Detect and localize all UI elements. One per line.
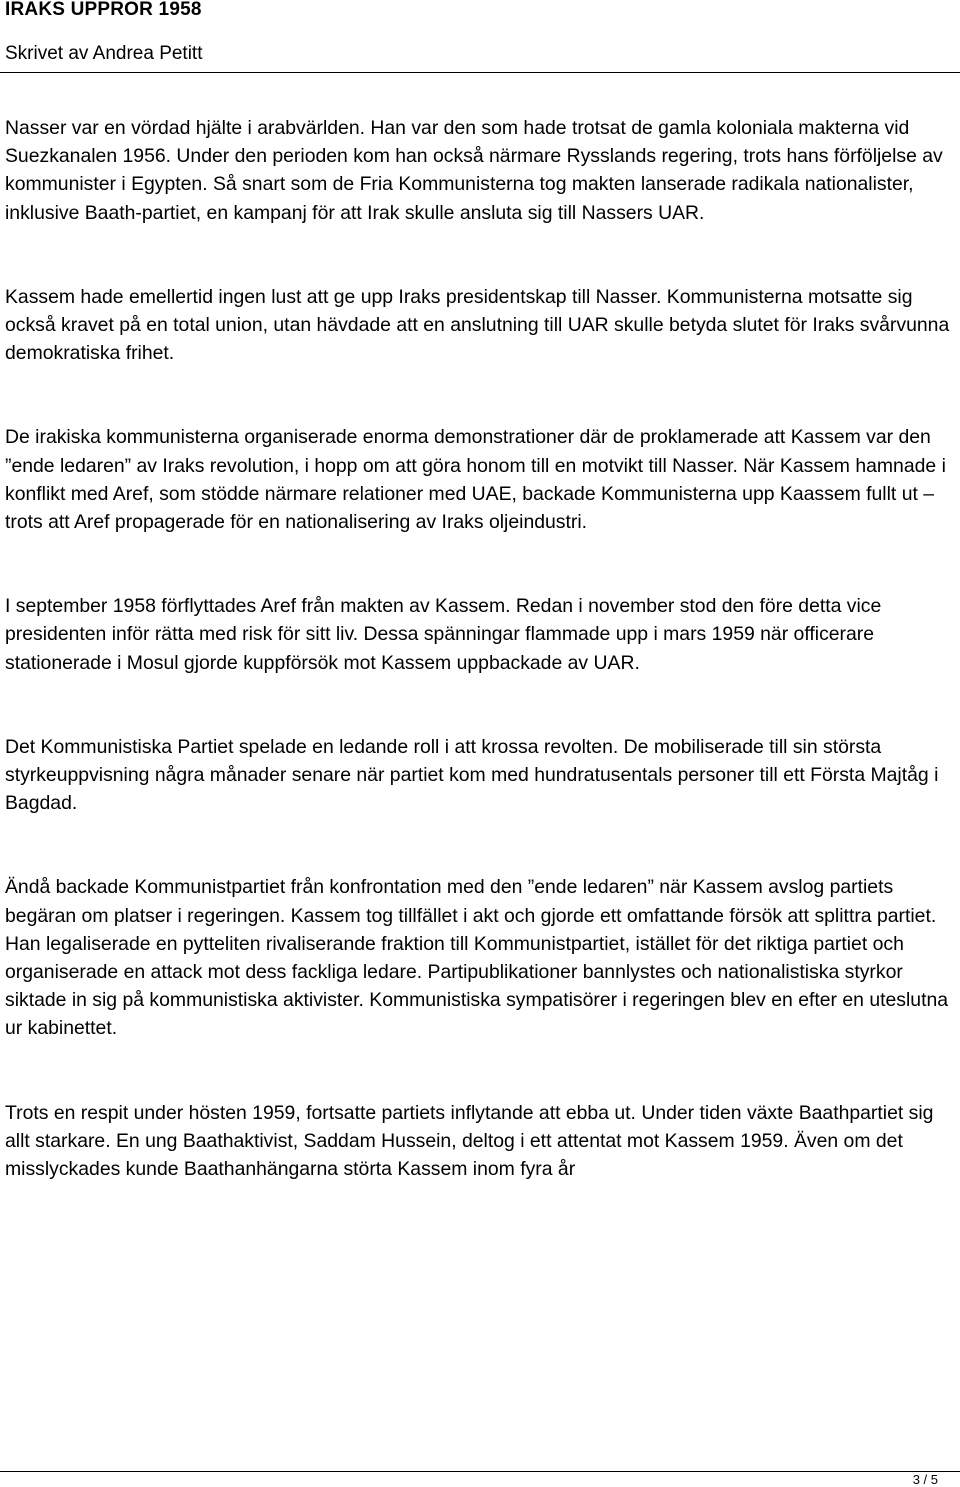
document-title: IRAKS UPPROR 1958 [5,0,202,20]
article-body [5,114,957,1183]
paragraph: I september 1958 förflyttades Aref från makten av Kassem. Redan i november stod den före detta vice presidenten inför rätta med risk för sitt liv. Dessa spänningar flammade upp i mars 1959 när officerare stationerade i Mosul gjorde kuppförsök mot Kassem uppbackade av UAR. [5,595,882,674]
page-number: 3 / 5 [912,1472,938,1487]
paragraph: Nasser var en vördad hjälte i arabvärlden. Han var den som hade trotsat de gamla koloniala makterna vid Suezkanalen 1956. Under den perioden kom han också närmare Rysslands regering, trots hans förföljelse av kommunister i Egypten. Så snart som de Fria Kommunisterna tog makten lanserade radikala nationalister, inklusive Baath-partiet, en kampanj för att Irak skulle ansluta sig till Nassers UAR. [5,117,943,224]
paragraph: Det Kommunistiska Partiet spelade en ledande roll i att krossa revolten. De mobiliserade till sin största styrkeuppvisning några månader senare när partiet kom med hundratusentals personer till ett Första Majtåg i Bagdad. [5,735,939,815]
paragraph: Ändå backade Kommunistpartiet från konfrontation med den ”ende ledaren” när Kassem avslog partiets begäran om platser i regeringen. Kassem tog tillfället i akt och gjorde ett omfattande försök att splittra partiet. Han legaliserade en pytteliten rivaliserande fraktion till Kommunistpartiet, istället för det riktiga partiet och organiserade en attack mot dess fackliga ledare. Partipublikationer bannlystes och nationalistiska styrkor siktade in sig på kommunistiska aktivister. Kommunistiska sympatisörer i regeringen blev en efter en uteslutna ur kabinettet. [5,876,949,1040]
page-header [0,0,960,73]
author-byline: Skrivet av Andrea Petitt [5,43,203,64]
paragraph: Trots en respit under hösten 1959, fortsatte partiets inflytande att ebba ut. Under tiden växte Baathpartiet sig allt starkare. En ung Baathaktivist, Saddam Hussein, deltog i ett attentat mot Kassem 1959. Även om det misslyckades kunde Baathanhängarna störta Kassem inom fyra år [5,1101,934,1181]
paragraph: De irakiska kommunisterna organiserade enorma demonstrationer där de proklamerade att Kassem var den ”ende ledaren” av Iraks revolution, i hopp om att göra honom till en motvikt till Nasser. När Kassem hamnade i konflikt med Aref, som stödde närmare relationer med UAE, backade Kommunisterna upp Kaassem fullt ut – trots att Aref propagerade för en nationalisering av Iraks oljeindustri. [5,426,946,534]
footer-divider [0,1471,960,1472]
paragraph: Kassem hade emellertid ingen lust att ge upp Iraks presidentskap till Nasser. Kommunisterna motsatte sig också kravet på en total union, utan hävdade att en anslutning till UAR skulle betyda slutet för Iraks svårvunna demokratiska frihet. [5,285,950,365]
